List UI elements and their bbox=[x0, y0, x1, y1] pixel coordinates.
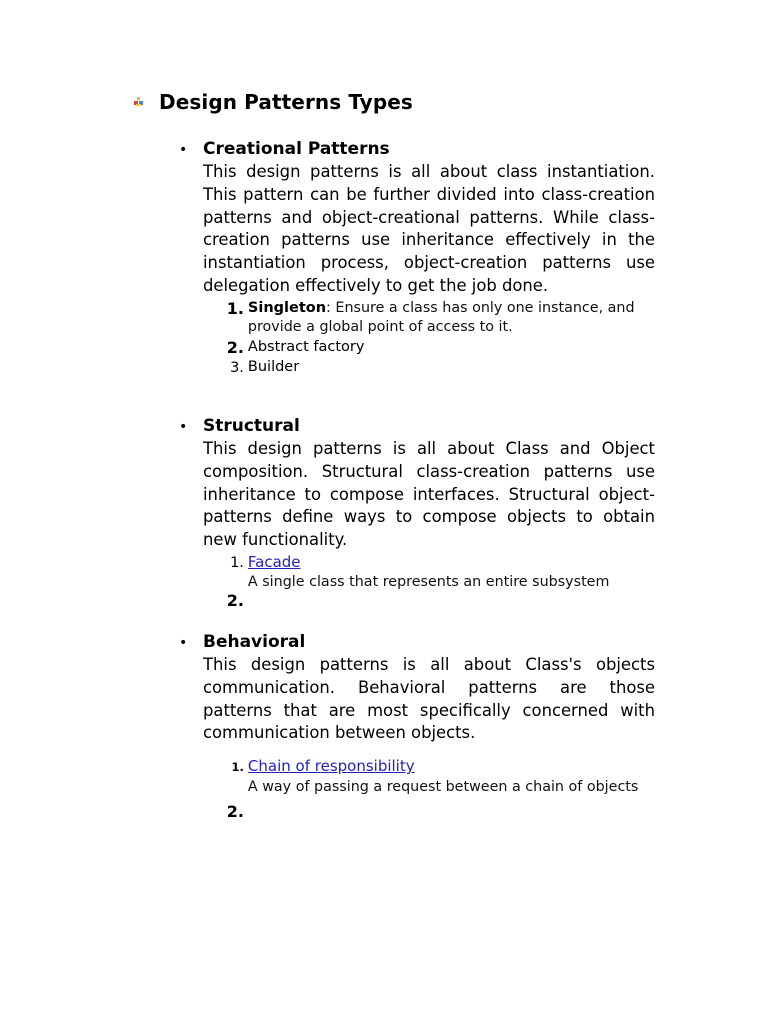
pattern-name bbox=[248, 591, 657, 611]
colored-bullet-icon bbox=[133, 96, 145, 108]
section-text: This design patterns is all about class instantiation. This pattern can be further divided into class-creation patterns and object-creational patterns. While class-creation patterns use inheritance effectively in the instantiation process, object-creation patterns use delegation effectively to get the job done. bbox=[203, 162, 655, 295]
section-behavioral bbox=[179, 631, 657, 822]
list-number: 2. bbox=[226, 337, 244, 357]
list-item bbox=[203, 591, 657, 611]
list-item bbox=[203, 299, 657, 338]
pattern-description: : Ensure a class has only one instance, and provide a global point of access to it. bbox=[247, 299, 635, 336]
list-item bbox=[203, 358, 657, 378]
facade-link[interactable]: Facade bbox=[247, 552, 301, 571]
chain-of-responsibility-link[interactable]: Chain of responsibility bbox=[247, 757, 415, 776]
pattern-name: Abstract factory bbox=[247, 338, 365, 355]
pattern-list bbox=[203, 299, 657, 378]
list-number: 1. bbox=[226, 298, 244, 318]
list-item bbox=[203, 338, 657, 358]
pattern-name: Builder bbox=[247, 358, 300, 375]
section-title: Structural bbox=[203, 416, 300, 436]
pattern-name bbox=[248, 802, 657, 822]
section-text: This design patterns is all about Class's objects communication. Behavioral patterns are those patterns that are most specifically concerned with communication between objects. bbox=[203, 655, 655, 743]
list-item bbox=[203, 802, 657, 822]
section-title: Creational Patterns bbox=[203, 139, 390, 159]
pattern-list bbox=[203, 553, 657, 612]
section-text: This design patterns is all about Class and Object composition. Structural class-creation patterns use inheritance to compose interfaces. Structural object-patterns define ways to compose objects to obtain new functionality. bbox=[203, 439, 655, 550]
title-row bbox=[133, 90, 413, 114]
pattern-description: A single class that represents an entire subsystem bbox=[247, 574, 610, 591]
bullet-icon: • bbox=[179, 142, 188, 158]
list-item bbox=[203, 757, 657, 796]
pattern-description: A way of passing a request between a chain of objects bbox=[247, 778, 639, 795]
list-number: 1. bbox=[231, 760, 244, 775]
list-item bbox=[203, 553, 657, 592]
section-structural bbox=[179, 415, 657, 611]
list-number: 3. bbox=[230, 359, 244, 376]
list-number: 2. bbox=[226, 591, 244, 611]
bullet-icon: • bbox=[179, 419, 188, 435]
page-title: Design Patterns Types bbox=[159, 90, 413, 114]
section-title: Behavioral bbox=[203, 632, 306, 652]
list-number: 1. bbox=[230, 554, 244, 571]
section-creational bbox=[179, 138, 657, 378]
pattern-list bbox=[203, 757, 657, 822]
list-number: 2. bbox=[226, 801, 244, 821]
bullet-icon: • bbox=[179, 635, 188, 651]
pattern-name: Singleton bbox=[247, 299, 327, 316]
